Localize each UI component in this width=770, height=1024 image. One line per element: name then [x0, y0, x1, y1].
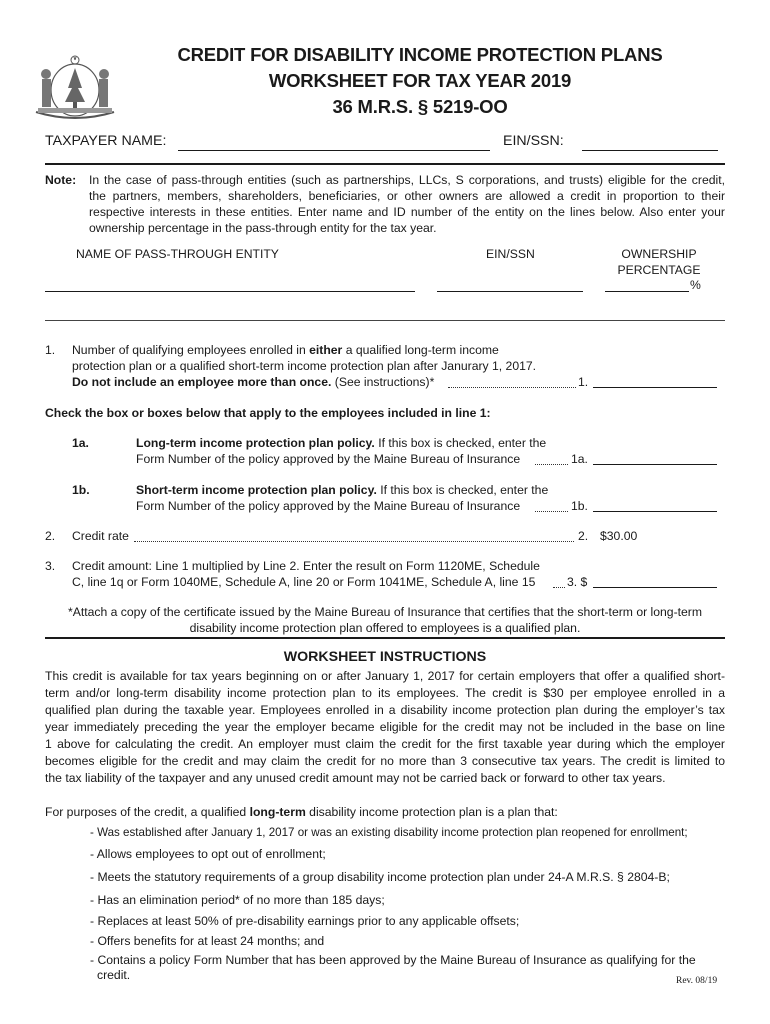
- line-1-ref: 1.: [578, 375, 589, 389]
- criteria-item: - Offers benefits for at least 24 months; and: [90, 934, 325, 948]
- ownership-percentage-field[interactable]: [605, 291, 689, 292]
- line-1-text: Number of qualifying employees enrolled in either a qualified long-term income: [72, 343, 499, 357]
- form-subtitle-year: WORKSHEET FOR TAX YEAR 2019: [268, 70, 572, 91]
- line-1a-field[interactable]: [593, 464, 717, 465]
- revision-date: Rev. 08/19: [676, 976, 718, 986]
- taxpayer-name-field[interactable]: [178, 150, 490, 151]
- percent-sign: %: [690, 278, 701, 292]
- ein-ssn-field[interactable]: [582, 150, 718, 151]
- attach-note: *Attach a copy of the certificate issued by the Maine Bureau of Insurance that certifies that the short-term or long-term: [67, 605, 703, 619]
- line-3-text: Credit amount: Line 1 multiplied by Line 2. Enter the result on Form 1120ME, Schedule: [72, 559, 540, 573]
- criteria-item: - Meets the statutory requirements of a group disability income protection plan under 24-A M.R.S. § 2804-B;: [90, 870, 670, 884]
- attach-note: disability income protection plan offered to employees is a qualified plan.: [189, 621, 581, 635]
- line-3-ref: 3. $: [567, 575, 588, 589]
- line-1b-text: Short-term income protection plan policy. If this box is checked, enter the: [136, 483, 549, 497]
- line-1b-ref: 1b.: [571, 499, 588, 513]
- note-line: respective interests in these entities. Enter name and ID number of the entity on the lines below. Also enter your: [89, 205, 725, 219]
- line-1b-number: 1b.: [72, 483, 90, 497]
- criteria-item: - Replaces at least 50% of pre-disability earnings prior to any applicable offsets;: [90, 914, 520, 928]
- instructions-paragraph: This credit is available for tax years beginning on or after January 1, 2017 for certain employers that offer a qualified short-: [45, 669, 725, 683]
- entity-ein-header: EIN/SSN: [486, 247, 535, 261]
- note-line: the partners, members, shareholders, beneficiaries, or other owners are allowed a credit in proportion to their: [89, 189, 725, 203]
- instructions-paragraph: 1 above for calculating the credit. An employer must claim the credit for the first taxable year during which the employer: [45, 737, 725, 751]
- criteria-item: - Has an elimination period* of no more than 185 days;: [90, 893, 385, 907]
- criteria-item: - Allows employees to opt out of enrollment;: [90, 847, 326, 861]
- line-3-text: C, line 1q or Form 1040ME, Schedule A, line 20 or Form 1041ME, Schedule A, line 15: [72, 575, 536, 589]
- line-2-ref: 2.: [578, 529, 589, 543]
- form-statute: 36 M.R.S. § 5219-OO: [332, 96, 508, 117]
- line-2-text: Credit rate: [72, 529, 129, 543]
- line-1a-number: 1a.: [72, 436, 89, 450]
- ein-ssn-label: EIN/SSN:: [503, 133, 564, 149]
- instructions-paragraph: the tax liability of the taxpayer and any unused credit amount may not be carried back or forward to other tax years.: [45, 771, 666, 785]
- leader-dots: [535, 464, 568, 465]
- line-3-number: 3.: [45, 559, 56, 573]
- note-label: Note:: [45, 173, 77, 187]
- criteria-item: - Was established after January 1, 2017 or was an existing disability income protection plan reopened for enrollment;: [90, 826, 688, 839]
- line-1-text: protection plan or a qualified short-term income protection plan after Janurary 1, 2017.: [72, 359, 537, 373]
- form-title: CREDIT FOR DISABILITY INCOME PROTECTION PLANS: [177, 44, 663, 65]
- purposes-intro: For purposes of the credit, a qualified long-term disability income protection plan is a plan that:: [45, 805, 558, 819]
- leader-dots: [134, 541, 574, 542]
- leader-dots: [553, 587, 565, 588]
- entity-name-field[interactable]: [45, 291, 415, 292]
- line-2-number: 2.: [45, 529, 56, 543]
- instructions-paragraph: qualified plan during the taxable year. Employees enrolled in a disability income protection plan during the employer’s tax: [45, 703, 725, 717]
- instructions-heading: WORKSHEET INSTRUCTIONS: [283, 649, 487, 665]
- line-1-text: Do not include an employee more than once. (See instructions)*: [72, 375, 435, 389]
- entity-ein-field[interactable]: [437, 291, 583, 292]
- entity-name-header: NAME OF PASS-THROUGH ENTITY: [76, 247, 279, 261]
- line-1a-ref: 1a.: [571, 452, 588, 466]
- line-3-field[interactable]: [593, 587, 717, 588]
- section-divider: [45, 320, 725, 321]
- line-1a-text: Form Number of the policy approved by the Maine Bureau of Insurance: [136, 452, 521, 466]
- criteria-item-continued: credit.: [97, 968, 131, 982]
- leader-dots: [535, 511, 568, 512]
- instructions-paragraph: becomes eligible for the credit and may claim the credit for no more than 3 consecutive tax years. The credit is limited to: [45, 754, 725, 768]
- line-1b-text: Form Number of the policy approved by the Maine Bureau of Insurance: [136, 499, 521, 513]
- credit-rate-value: $30.00: [600, 529, 638, 543]
- taxpayer-name-label: TAXPAYER NAME:: [45, 133, 167, 149]
- instructions-paragraph: year immediately preceding the year the employer became eligible for the credit may not be included in the base on line: [45, 720, 725, 734]
- criteria-item: - Contains a policy Form Number that has been approved by the Maine Bureau of Insurance as qualifying for the: [90, 953, 696, 967]
- percentage-header: PERCENTAGE: [617, 263, 701, 277]
- instructions-paragraph: term and/or long-term disability income protection plan to its employees. The credit is $30 per employee enrolled in a: [45, 686, 725, 700]
- note-line: In the case of pass-through entities (such as partnerships, LLCs, S corporations, and trusts) eligible for the credit,: [89, 173, 725, 187]
- line-1-number: 1.: [45, 343, 56, 357]
- ownership-header: OWNERSHIP: [621, 247, 697, 261]
- line-1-field[interactable]: [593, 387, 717, 388]
- leader-dots: [448, 387, 576, 388]
- check-heading: Check the box or boxes below that apply to the employees included in line 1:: [45, 406, 491, 420]
- line-1b-field[interactable]: [593, 511, 717, 512]
- header-divider: [45, 163, 725, 165]
- maine-state-seal: [32, 52, 118, 124]
- line-1a-text: Long-term income protection plan policy. If this box is checked, enter the: [136, 436, 547, 450]
- note-line: ownership percentage in the pass-through entity for the tax year.: [89, 221, 437, 235]
- instructions-divider: [45, 637, 725, 639]
